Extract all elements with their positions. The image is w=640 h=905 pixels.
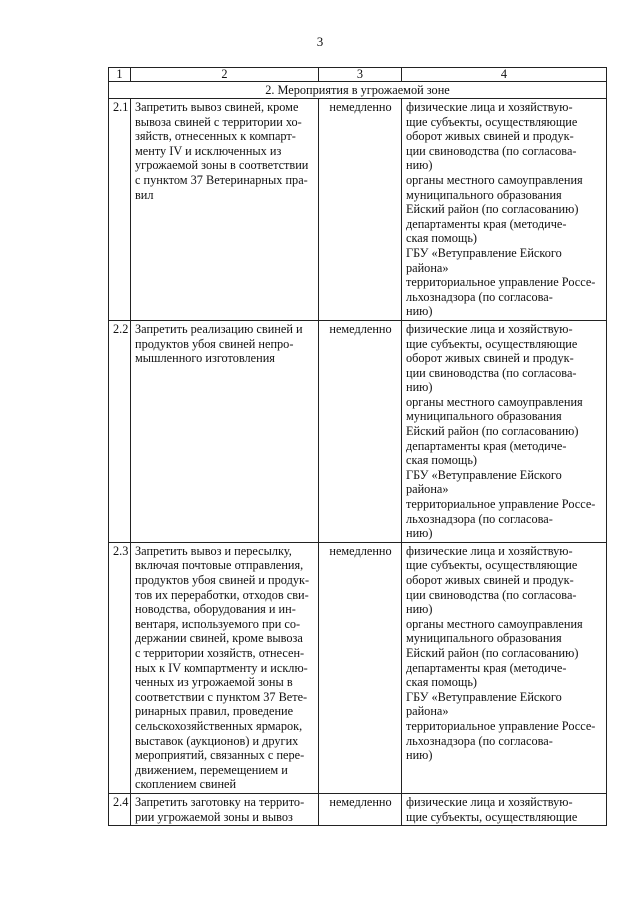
responsible-line: нию) bbox=[406, 304, 433, 319]
header-cell-1: 1 bbox=[109, 68, 131, 82]
table-header-row bbox=[109, 68, 607, 82]
responsible-line: департаменты края (методиче- bbox=[406, 216, 567, 231]
measure-line: ных к IV компартменту и исклю- bbox=[135, 660, 308, 675]
measure-line: вил bbox=[135, 187, 154, 202]
measure-line: продуктов убоя свиней и продук- bbox=[135, 573, 310, 587]
responsible-cell bbox=[402, 793, 607, 825]
responsible-line: ции свиноводства (по согласова- bbox=[406, 143, 577, 158]
measure-line: соответствии с пунктом 37 Вете- bbox=[135, 689, 308, 704]
measure-line: рии угрожаемой зоны и вывоз bbox=[135, 809, 293, 824]
measure-line: Запретить заготовку на террито- bbox=[135, 794, 305, 809]
responsible-line: органы местного самоуправления bbox=[406, 394, 583, 409]
responsible-line: Ейский район (по согласованию) bbox=[406, 202, 579, 217]
responsible-line: физические лица и хозяйствую- bbox=[406, 794, 573, 809]
responsible-line: нию) bbox=[406, 526, 433, 541]
header-cell-2: 2 bbox=[131, 68, 319, 82]
responsible-cell bbox=[402, 320, 607, 542]
measure-line: держании свиней, кроме вывоза bbox=[135, 631, 303, 646]
responsible-line: органы местного самоуправления bbox=[406, 172, 583, 187]
responsible-line: ская помощь) bbox=[406, 453, 478, 468]
measure-cell bbox=[131, 793, 319, 825]
measure-line: Запретить вывоз свиней, кроме bbox=[135, 100, 299, 114]
measure-line: мероприятий, связанных с пере- bbox=[135, 748, 305, 763]
section-title-row bbox=[109, 82, 607, 99]
term-cell: немедленно bbox=[319, 320, 402, 542]
measure-cell bbox=[131, 542, 319, 793]
measure-line: тов их переработки, отходов сви- bbox=[135, 587, 309, 602]
page-number: 3 bbox=[316, 34, 324, 49]
responsible-line: физические лица и хозяйствую- bbox=[406, 100, 573, 114]
responsible-line: оборот живых свиней и продук- bbox=[406, 129, 574, 144]
responsible-cell bbox=[402, 542, 607, 793]
header-cell-3: 3 bbox=[319, 68, 402, 82]
table-row bbox=[109, 542, 607, 793]
section-title: 2. Мероприятия в угрожаемой зоне bbox=[109, 82, 607, 99]
responsible-line: ции свиноводства (по согласова- bbox=[406, 365, 577, 380]
responsible-line: щие субъекты, осуществляющие bbox=[406, 809, 578, 824]
responsible-line: оборот живых свиней и продук- bbox=[406, 351, 574, 366]
responsible-line: ГБУ «Ветуправление Ейского bbox=[406, 467, 562, 482]
measure-line: Запретить вывоз и пересылку, bbox=[135, 543, 292, 558]
row-number: 2.3 bbox=[109, 542, 131, 793]
responsible-line: района» bbox=[406, 704, 449, 719]
term-cell: немедленно bbox=[319, 99, 402, 321]
responsible-line: муниципального образования bbox=[406, 409, 562, 424]
responsible-line: Ейский район (по согласованию) bbox=[406, 645, 579, 660]
responsible-line: муниципального образования bbox=[406, 631, 562, 646]
table-row bbox=[109, 320, 607, 542]
responsible-line: муниципального образования bbox=[406, 187, 562, 202]
row-number: 2.2 bbox=[109, 320, 131, 542]
measure-line: ченных из угрожаемой зоны в bbox=[135, 675, 293, 690]
responsible-line: льхознадзора (по согласова- bbox=[406, 733, 553, 748]
responsible-line: ГБУ «Ветуправление Ейского bbox=[406, 689, 562, 704]
responsible-line: территориальное управление Россе- bbox=[406, 497, 596, 512]
responsible-cell bbox=[402, 99, 607, 321]
row-number: 2.1 bbox=[109, 99, 131, 321]
measure-line: включая почтовые отправления, bbox=[135, 558, 304, 573]
responsible-line: щие субъекты, осуществляющие bbox=[406, 558, 578, 573]
measure-line: с пунктом 37 Ветеринарных пра- bbox=[135, 172, 308, 187]
measure-line: угрожаемой зоны в соответствии bbox=[135, 158, 309, 173]
measure-line: вентаря, используемого при со- bbox=[135, 616, 301, 631]
measure-line: мышленного изготовления bbox=[135, 351, 275, 366]
responsible-line: щие субъекты, осуществляющие bbox=[406, 336, 578, 351]
row-number: 2.4 bbox=[109, 793, 131, 825]
responsible-line: нию) bbox=[406, 380, 433, 395]
responsible-line: ГБУ «Ветуправление Ейского bbox=[406, 245, 562, 260]
measure-line: Запретить реализацию свиней и bbox=[135, 321, 303, 336]
term-cell: немедленно bbox=[319, 793, 402, 825]
responsible-line: нию) bbox=[406, 602, 433, 617]
header-cell-4: 4 bbox=[402, 68, 607, 82]
measure-line: с территории хозяйств, отнесен- bbox=[135, 645, 305, 660]
responsible-line: нию) bbox=[406, 748, 433, 763]
responsible-line: территориальное управление Россе- bbox=[406, 718, 596, 733]
measure-line: новодства, оборудования и ин- bbox=[135, 602, 296, 617]
responsible-line: физические лица и хозяйствую- bbox=[406, 321, 573, 336]
measure-cell bbox=[131, 99, 319, 321]
measures-table bbox=[108, 67, 607, 826]
responsible-line: ции свиноводства (по согласова- bbox=[406, 587, 577, 602]
measure-line: выставок (аукционов) и других bbox=[135, 733, 299, 748]
table-row bbox=[109, 793, 607, 825]
measure-line: сельскохозяйственных ярмарок, bbox=[135, 718, 303, 733]
responsible-line: ская помощь) bbox=[406, 675, 478, 690]
responsible-line: органы местного самоуправления bbox=[406, 616, 583, 631]
measure-line: ринарных правил, проведение bbox=[135, 704, 294, 719]
responsible-line: департаменты края (методиче- bbox=[406, 660, 567, 675]
measure-cell bbox=[131, 320, 319, 542]
table-row bbox=[109, 99, 607, 321]
responsible-line: Ейский район (по согласованию) bbox=[406, 424, 579, 439]
responsible-line: нию) bbox=[406, 158, 433, 173]
responsible-line: департаменты края (методиче- bbox=[406, 438, 567, 453]
responsible-line: района» bbox=[406, 482, 449, 497]
responsible-line: ская помощь) bbox=[406, 231, 478, 246]
measure-line: вывоза свиней с территории хо- bbox=[135, 114, 302, 129]
responsible-line: щие субъекты, осуществляющие bbox=[406, 114, 578, 129]
responsible-line: льхознадзора (по согласова- bbox=[406, 289, 553, 304]
measure-line: движением, перемещением и bbox=[135, 762, 288, 777]
responsible-line: оборот живых свиней и продук- bbox=[406, 573, 574, 587]
responsible-line: района» bbox=[406, 260, 449, 275]
measure-line: зяйств, отнесенных к компарт- bbox=[135, 129, 296, 144]
responsible-line: льхознадзора (по согласова- bbox=[406, 511, 553, 526]
responsible-line: физические лица и хозяйствую- bbox=[406, 543, 573, 558]
measure-line: менту IV и исключенных из bbox=[135, 143, 282, 158]
responsible-line: территориальное управление Россе- bbox=[406, 275, 596, 290]
term-cell: немедленно bbox=[319, 542, 402, 793]
measure-line: скоплением свиней bbox=[135, 777, 237, 792]
measure-line: продуктов убоя свиней непро- bbox=[135, 336, 294, 351]
